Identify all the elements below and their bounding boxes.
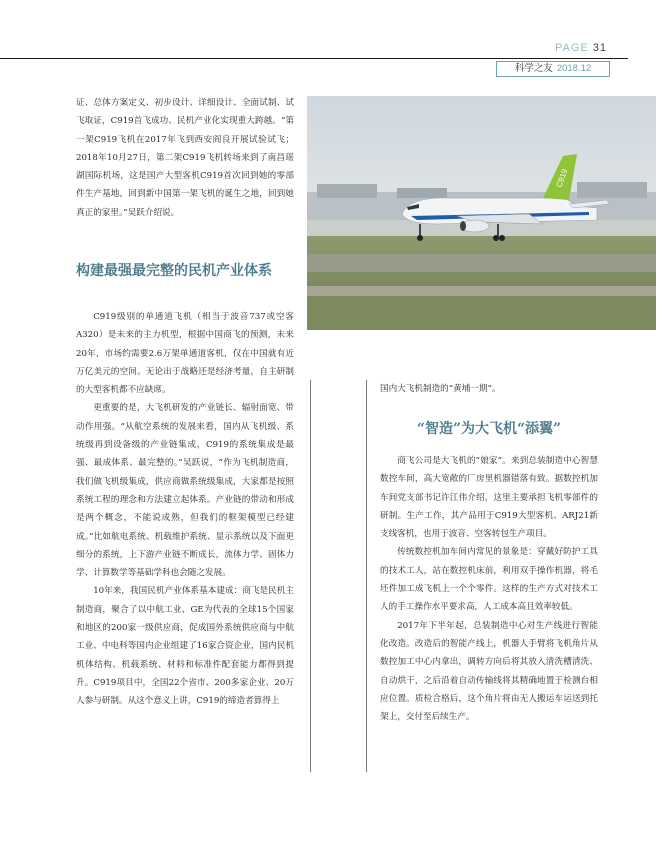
issue-box — [496, 61, 610, 77]
body-paragraph: C919级别的单通道飞机（相当于波音737或空客A320）是未来的主力机型，根据中国商飞的预测，未来20年，市场约需要2.6万架单通道客机，仅在中国就有近万亿美元的空间。无论出于战略还是经济考量，自主研制的大型客机都不应缺席。 — [76, 312, 294, 396]
heading-text: 构建最强最完整的民机产业体系 — [76, 263, 272, 279]
right-intro — [380, 380, 598, 398]
page-number-value: 31 — [592, 42, 607, 54]
c919-aircraft-image — [307, 96, 656, 330]
aircraft-photo — [307, 96, 656, 330]
left-intro — [76, 94, 294, 222]
heading-text: “智造”为大飞机“添翼” — [416, 421, 562, 437]
body-paragraph: 商飞公司是大飞机的“娘家”。来到总装制造中心智慧数控车间，高大宽敞的厂房里机器错落有致。据数控机加车间党支部书记许江伟介绍，这里主要承担飞机零部件的研制。生产工作，其产品用于C919大型客机、ARJ21新支线客机，也用于波音、空客转包生产项目。 — [380, 456, 598, 540]
column-divider-right — [366, 380, 367, 772]
body-paragraph: 10年来，我国民机产业体系基本建成：商飞是民机主制造商，聚合了以中航工业、GE为代表的全球15个国家和地区的200家一级供应商，促成国外系统供应商与中航工业、中电科等国内企业组建了16家合资企业，国内民机机体结构、机载系统、材料和标准件配套能力都得到提升。C919项目中，全国22个省市、200多家企业、20万人参与研制。从这个意义上讲，C919的缔造者算得上 — [76, 586, 294, 707]
issue-date: 2018.12 — [556, 63, 592, 74]
left-body — [76, 308, 294, 711]
body-paragraph: 更重要的是，大飞机研发的产业链长、辐射面宽、带动作用强。“从航空系统的发展来看，国内从飞机级、系统级再到设备级的产业链集成，C919的系统集成是最强、最成体系、最完整的。”吴跃说，“作为飞机制造商，我们做飞机级集成，供应商做系统级集成，大家都是按照系统工程的理念和方法建立起体系。产业链的带动和形成是两个概念，不能说成熟，但我们的框架模型已经建成。”比如航电系统、机载维护系统、显示系统以及下面更细分的系统，上下游产业链不断成长，流体力学、固体力学、计算数学等基础学科也会随之发展。 — [76, 403, 294, 579]
page-word: PAGE — [554, 42, 589, 54]
column-divider-left — [310, 380, 311, 772]
tail-logo: C919 — [554, 167, 570, 189]
body-paragraph: 传统数控机加车间内常见的景象是：穿戴好防护工具的技术工人，站在数控机床前，利用双手操作机器，将毛坯件加工成飞机上一个个零件。这样的生产方式对技术工人的手工操作水平要求高，人工成本高且效率较低。 — [380, 547, 598, 613]
page-number — [555, 42, 607, 54]
intro-paragraph: 证、总体方案定义、初步设计、详细设计、全面试制、试飞取证，C919首飞成功、民机产业化实现重大跨越。“第一架C919飞机在2017年飞到西安阎良开展试验试飞；2018年10月27日，第二架C919飞机转场来到了南昌瑶湖国际机场，这是国产大型客机C919首次回到她的零部件生产基地，回到新中国第一架飞机的诞生之地，回到她真正的家里。”吴跃介绍说。 — [76, 98, 294, 218]
section-heading-right — [380, 420, 598, 438]
right-body — [380, 452, 598, 726]
header-rule — [0, 58, 628, 59]
body-paragraph: 2017年下半年起，总装制造中心对生产线进行智能化改造。改造后的智能产线上，机器人手臂将飞机角片从数控加工中心内拿出，调转方向后将其放入清洗槽清洗、自动烘干，之后沿着自动传输线将其精确地置于检测台相应位置。质检合格后，这个角片将由无人搬运车运送到托架上，交付至后续生产。 — [380, 620, 598, 723]
intro-line: 国内大飞机制造的“黄埔一期”。 — [380, 384, 501, 394]
magazine-name: 科学之友 — [514, 63, 553, 74]
section-heading-left — [76, 262, 294, 280]
